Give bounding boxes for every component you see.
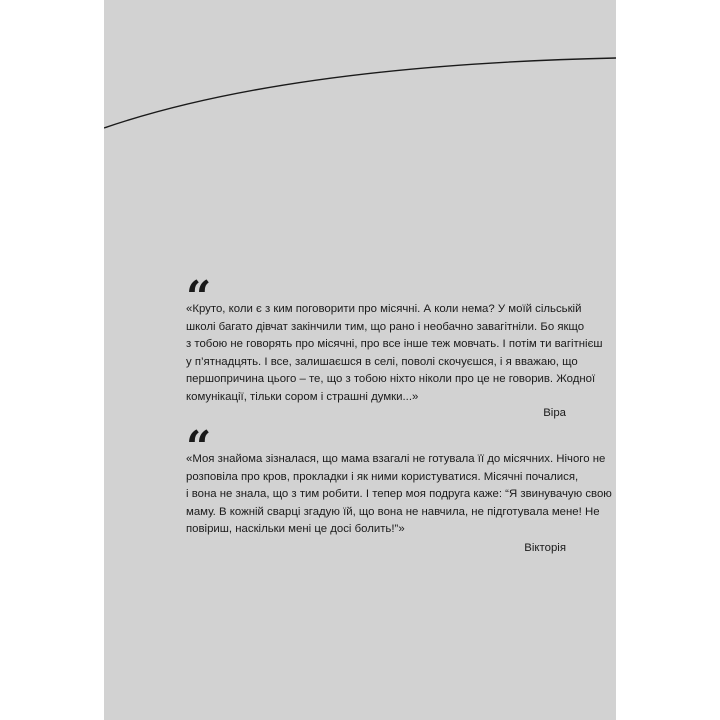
quote-text	[186, 451, 612, 539]
quote-line: першопричина цього – те, що з тобою ніхто ніколи про це не говорив. Жодної	[186, 373, 596, 386]
quote-line: школі багато дівчат закінчили тим, що рано і необачно завагітніли. Бо якщо	[186, 320, 585, 333]
quote-line: розповіла про кров, прокладки і як ними користуватися. Місячні почалися,	[186, 470, 579, 483]
quote-author: Вікторія	[524, 542, 566, 554]
quote-line: «Моя знайома зізналася, що мама взагалі не готувала її до місячних. Нічого не	[186, 453, 606, 465]
quote-mark-icon: “	[186, 272, 210, 323]
quote-line: і вона не знала, що з тим робити. І тепер моя подруга каже: “Я звинувачую свою	[186, 488, 612, 501]
quote-line: маму. В кожній сварці згадую їй, що вона не навчила, не підготувала мене! Не	[186, 505, 600, 518]
quote-line: з тобою не говорять про місячні, про все інше теж мовчать. І потім ти вагітнієш	[186, 338, 603, 351]
book-page	[104, 0, 616, 720]
quote-line: «Круто, коли є з ким поговорити про місячні. А коли нема? У моїй сільській	[186, 303, 582, 315]
quote-mark-icon: “	[186, 422, 210, 473]
quote-text	[186, 301, 603, 407]
quote-author: Віра	[543, 407, 566, 419]
quote-line: комунікації, тільки сором і страшні думки...»	[186, 390, 419, 403]
decorative-curve	[104, 0, 616, 200]
quote-line: повіриш, наскільки мені це досі болить!”»	[186, 523, 405, 536]
quote-line: у п’ятнадцять. І все, залишаєшся в селі, поволі скочуєшся, і я вважаю, що	[186, 355, 578, 368]
